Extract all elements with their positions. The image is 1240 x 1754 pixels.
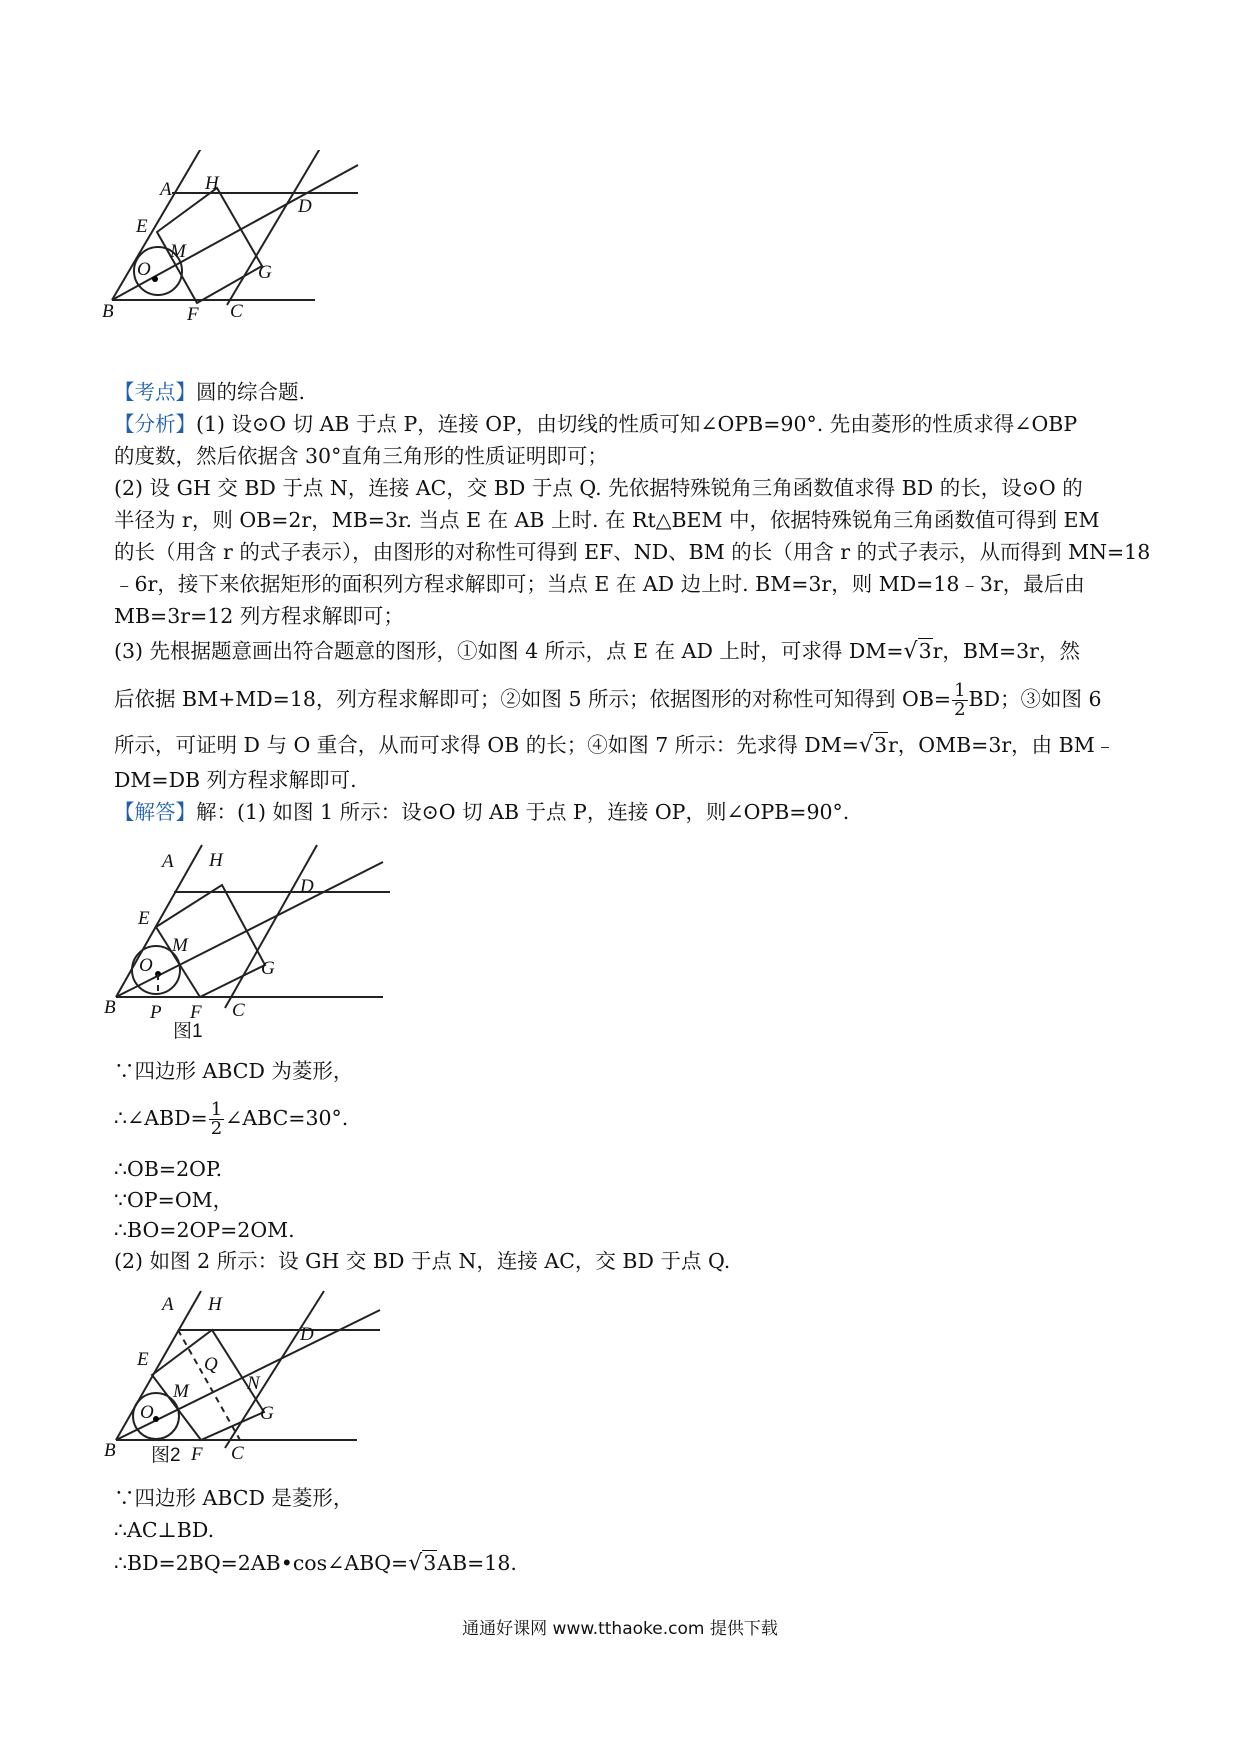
label-H: H [208,1294,222,1315]
fenxi-text-9b: BD；③如图 6 [968,687,1102,711]
jieda-tag: 【解答】 [114,800,196,824]
label-M: M [173,1381,189,1402]
label-M: M [172,935,188,956]
fraction-one-half [209,1101,224,1138]
sqrt-3 [859,731,888,760]
figure-1-caption: 图1 [173,1021,203,1040]
proof-line-9 [114,1549,517,1578]
label-A: A [162,851,174,872]
label-B: B [104,997,116,1018]
label-D: D [300,1324,314,1345]
radicand: 3 [918,639,932,663]
proof-line-8: ∴AC⊥BD. [114,1518,215,1542]
figure-1 [100,840,390,1040]
proof-text-9a: ∴BD=2BQ=2AB•cos∠ABQ= [114,1551,409,1575]
label-C: C [230,301,243,322]
fenxi-line-7: MB=3r=12 列方程求解即可； [114,604,404,628]
label-F: F [187,304,199,325]
fenxi-text-8a: (3) 先根据题意画出符合题意的图形，①如图 4 所示，点 E 在 AD 上时，可求得 DM= [114,639,904,663]
label-F: F [191,1444,203,1465]
label-D: D [298,196,312,217]
figure-rhombus-top [100,150,370,325]
label-D: D [300,876,314,897]
kaodian-tag: 【考点】 [114,380,196,404]
label-B: B [102,301,114,322]
proof-text-2a: ∴∠ABD= [114,1106,208,1130]
radical-sign: √ [903,639,918,664]
proof-text-2b: ∠ABC=30°. [225,1106,349,1130]
label-C: C [232,1000,245,1021]
fenxi-line-8 [114,637,1080,666]
fenxi-line-9 [114,682,1102,719]
fenxi-line-10 [114,731,1115,760]
radical-sign: √ [858,733,873,758]
jieda-line [114,798,849,826]
jieda-text: 解：(1) 如图 1 所示：设⊙O 切 AB 于点 P，连接 OP，则∠OPB=90°. [196,800,850,824]
label-O: O [137,259,151,280]
proof-text-9b: AB=18. [437,1551,517,1575]
fenxi-line-1 [114,410,1077,438]
proof-line-3: ∴OB=2OP. [114,1157,223,1181]
radical-sign: √ [408,1551,423,1576]
kaodian-line [114,378,305,406]
fenxi-text-9a: 后依据 BM+MD=18，列方程求解即可；②如图 5 所示；依据图形的对称性可知得到 OB= [114,687,952,711]
figure-2 [100,1288,390,1468]
sqrt-3 [408,1549,437,1578]
fenxi-line-3: (2) 设 GH 交 BD 于点 N，连接 AC，交 BD 于点 Q. 先依据特殊锐角三角函数值求得 BD 的长，设⊙O 的 [114,476,1083,500]
label-F: F [190,1002,202,1023]
fenxi-text-8b: r，BM=3r，然 [932,639,1080,663]
label-M: M [170,241,186,262]
fenxi-line-6: ﹣6r，接下来依据矩形的面积列方程求解即可；当点 E 在 AD 边上时. BM=3r，则 MD=18﹣3r，最后由 [114,572,1085,596]
label-B: B [104,1440,116,1461]
label-O: O [139,955,153,976]
proof-line-6: (2) 如图 2 所示：设 GH 交 BD 于点 N，连接 AC，交 BD 于点 Q. [114,1249,731,1273]
label-A: A [160,179,172,200]
proof-line-5: ∴BO=2OP=2OM. [114,1218,295,1242]
label-A: A [162,1294,174,1315]
proof-line-1: ∵四边形 ABCD 为菱形， [114,1059,354,1083]
fenxi-line-2: 的度数，然后依据含 30°直角三角形的性质证明即可； [114,444,608,468]
fenxi-tag: 【分析】 [114,412,196,436]
fenxi-text-1: (1) 设⊙O 切 AB 于点 P，连接 OP，由切线的性质可知∠OPB=90°. 先由菱形的性质求得∠OBP [196,412,1078,436]
fenxi-text-10b: r，OMB=3r，由 BM﹣ [887,733,1116,757]
label-E: E [136,216,148,237]
label-E: E [137,1349,149,1370]
label-C: C [231,1443,244,1464]
fenxi-line-5: 的长（用含 r 的式子表示），由图形的对称性可得到 EF、ND、BM 的长（用含 r 的式子表示，从而得到 MN=18 [114,540,1151,564]
proof-line-7: ∵四边形 ABCD 是菱形， [114,1486,354,1510]
radicand: 3 [423,1551,437,1575]
numerator: 1 [954,680,966,701]
sqrt-3 [904,637,933,666]
fraction-one-half [952,682,967,719]
proof-line-4: ∵OP=OM， [114,1188,234,1212]
label-N: N [247,1373,260,1394]
label-Q: Q [204,1354,218,1375]
label-G: G [258,262,272,283]
figure-2-caption: 图2 [151,1445,181,1466]
fenxi-line-11: DM=DB 列方程求解即可. [114,768,357,792]
label-G: G [260,1403,274,1424]
label-P: P [150,1002,162,1023]
radicand: 3 [873,733,887,757]
proof-line-2 [114,1101,348,1138]
label-H: H [209,850,223,871]
numerator: 1 [210,1099,223,1120]
label-G: G [261,958,275,979]
kaodian-text: 圆的综合题. [196,380,306,404]
denominator: 2 [210,1118,223,1139]
page-footer: 通通好课网 www.tthaoke.com 提供下载 [462,1619,778,1639]
label-E: E [138,908,150,929]
label-O: O [140,1402,154,1423]
fenxi-text-10a: 所示，可证明 D 与 O 重合，从而可求得 OB 的长；④如图 7 所示：先求得 DM= [114,733,859,757]
denominator: 2 [954,699,966,720]
fenxi-line-4: 半径为 r，则 OB=2r，MB=3r. 当点 E 在 AB 上时. 在 Rt△BEM 中，依据特殊锐角三角函数值可得到 EM [114,508,1100,532]
label-H: H [205,173,219,194]
